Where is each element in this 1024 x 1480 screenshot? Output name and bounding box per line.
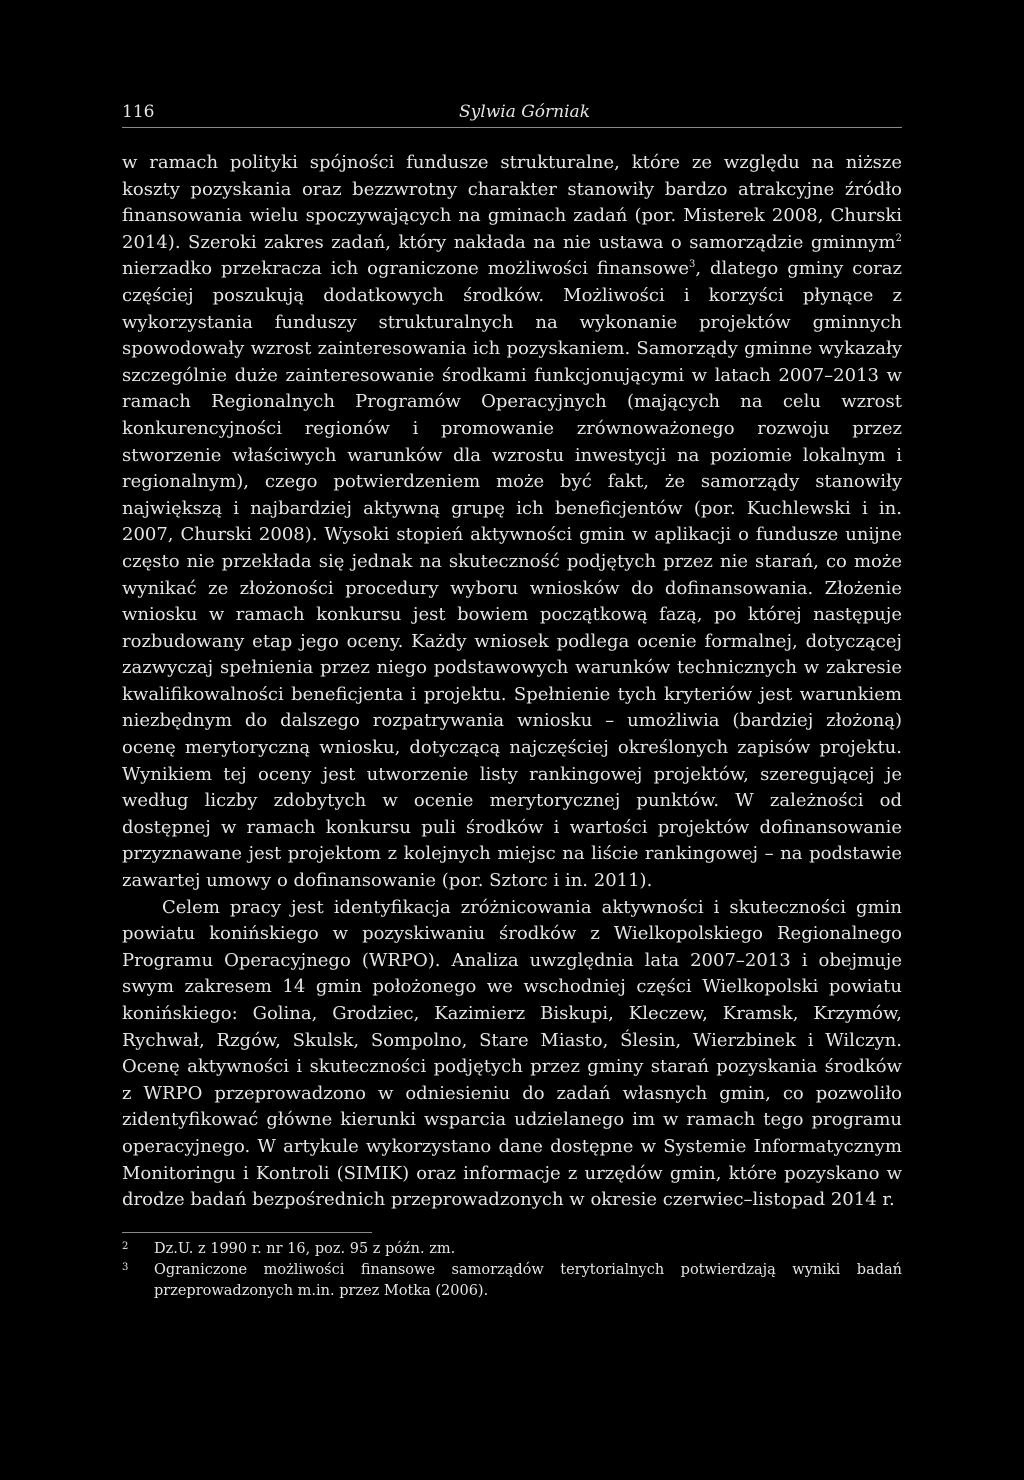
footnote-item bbox=[122, 1260, 902, 1302]
footnote-item bbox=[122, 1239, 902, 1260]
paragraph-1-part-c: , dlatego gminy coraz częściej poszukują dodatkowych środków. Możliwości i korzyści płynące z wykorzystania funduszy strukturalnych na wykonanie projektów gminnych spowodowały wzrost zainteresowania ich pozyskaniem. Samorządy gminne wykazały szczególnie duże zainteresowanie środkami funkcjonującymi w latach 2007–2013 w ramach Regionalnych Programów Operacyjnych (mających na celu wzrost konkurencyjności regionów i promowanie zrównoważonego rozwoju przez stworzenie właściwych warunków dla wzrostu inwestycji na poziomie lokalnym i regionalnym), czego potwierdzeniem może być fakt, że samorządy stanowiły największą i najbardziej aktywną grupę ich beneficjentów (por. Kuchlewski i in. 2007, Churski 2008). Wysoki stopień aktywności gmin w aplikacji o fundusze unijne często nie przekłada się jednak na skuteczność podjętych przez nie starań, co może wynikać ze złożoności procedury wyboru wniosków do dofinansowania. Złożenie wniosku w ramach konkursu jest bowiem początkową fazą, po której następuje rozbudowany etap jego oceny. Każdy wniosek podlega ocenie formalnej, dotyczącej zazwyczaj spełnienia przez niego podstawowych warunków technicznych w zakresie kwalifikowalności beneficjenta i projektu. Spełnienie tych kryteriów jest warunkiem niezbędnym do dalszego rozpatrywania wniosku – umożliwia (bardziej złożoną) ocenę merytoryczną wniosku, dotyczącą najczęściej określonych zapisów projektu. Wynikiem tej oceny jest utworzenie listy rankingowej projektów, szeregującej je według liczby zdobytych w ocenie merytorycznej punktów. W zależności od dostępnej w ramach konkursu puli środków i wartości projektów dofinansowanie przyznawane jest projektom z kolejnych miejsc na liście rankingowej – na podstawie zawartej umowy o dofinansowanie (por. Sztorc i in. 2011). bbox=[122, 258, 902, 892]
paragraph-2: Celem pracy jest identyfikacja zróżnicowania aktywności i skuteczności gmin powiatu konińskiego w pozyskiwaniu środków z Wielkopolskiego Regionalnego Programu Operacyjnego (WRPO). Analiza uwzględnia lata 2007–2013 i obejmuje swym zakresem 14 gmin położonego we wschodniej części Wielkopolski powiatu konińskiego: Golina, Grodziec, Kazimierz Biskupi, Kleczew, Kramsk, Krzymów, Rychwał, Rzgów, Skulsk, Sompolno, Stare Miasto, Ślesin, Wierzbinek i Wilczyn. Ocenę aktywności i skuteczności podjętych przez gminy starań pozyskania środków z WRPO przeprowadzono w odniesieniu do zadań własnych gmin, co pozwoliło zidentyfikować główne kierunki wsparcia udzielanego im w ramach tego programu operacyjnego. W artykule wykorzystano dane dostępne w Systemie Informatycznym Monitoringu i Kontroli (SIMIK) oraz informacje z urzędów gmin, które pozyskano w drodze badań bezpośrednich przeprowadzonych w okresie czerwiec–listopad 2014 r. bbox=[122, 896, 902, 1211]
document-page bbox=[122, 100, 902, 1302]
footnote-ref-3[interactable]: 3 bbox=[688, 259, 696, 271]
paragraph-1-part-a: w ramach polityki spójności fundusze strukturalne, które ze względu na niższe koszty pozyskania oraz bezzwrotny charakter stanowiły bardzo atrakcyjne źródło finansowania wielu spoczywających na gminach zadań (por. Misterek 2008, Churski 2014). Szeroki zakres zadań, który nakłada na nie ustawa o samorządzie gminnym bbox=[122, 152, 902, 253]
footnote-number: 2 bbox=[122, 1240, 129, 1252]
footnote-number: 3 bbox=[122, 1261, 129, 1273]
page-number: 116 bbox=[122, 102, 155, 122]
footnote-text: Ograniczone możliwości finansowe samorządów terytorialnych potwierdzają wyniki badań przeprowadzonych m.in. przez Motka (2006). bbox=[154, 1261, 902, 1299]
paragraph-1-part-b: nierzadko przekracza ich ograniczone możliwości finansowe bbox=[122, 258, 689, 280]
running-head-author: Sylwia Górniak bbox=[459, 102, 590, 122]
footnote-text: Dz.U. z 1990 r. nr 16, poz. 95 z późn. zm. bbox=[154, 1240, 456, 1257]
footnote-ref-2[interactable]: 2 bbox=[895, 232, 902, 244]
running-header bbox=[122, 100, 902, 128]
paragraph-1 bbox=[122, 150, 902, 895]
body-text bbox=[122, 150, 902, 1214]
footnote-divider bbox=[122, 1232, 372, 1233]
footnotes bbox=[122, 1239, 902, 1302]
